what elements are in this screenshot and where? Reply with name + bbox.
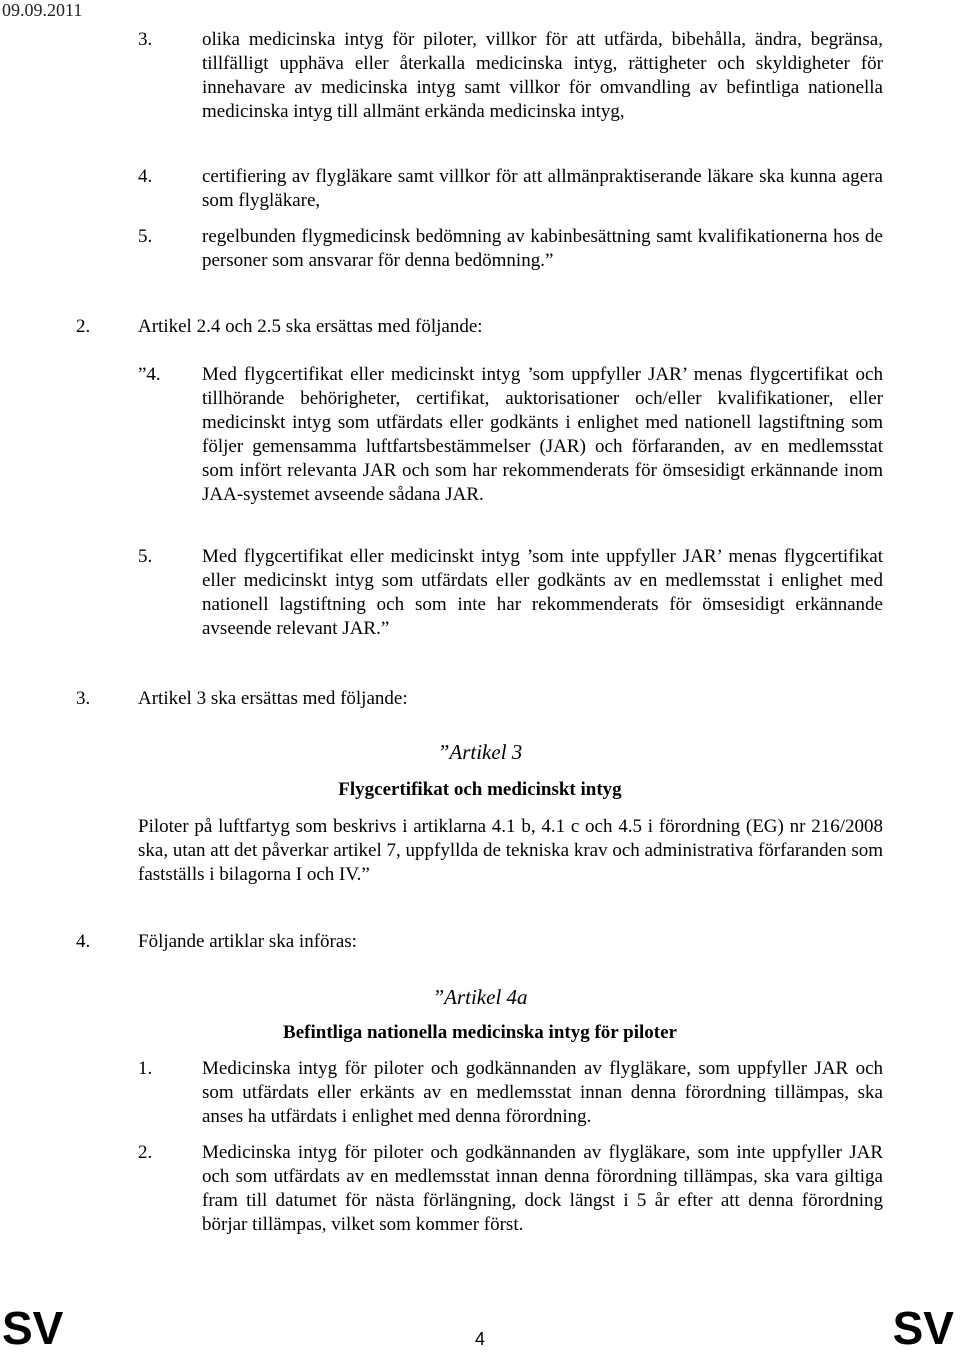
list-text: olika medicinska intyg för piloter, villkor för att utfärda, bibehålla, ändra, begränsa, tillfälligt upphäva eller återkalla medicinska intyg, rättigheter och skyldigheter för innehavare av medicinska intyg samt villkor för omvandling av befintliga nationella medicinska intyg till allmänt erkända medicinska intyg, bbox=[202, 29, 883, 122]
list-number: 3. bbox=[138, 29, 153, 50]
list-number: 4. bbox=[138, 166, 153, 187]
list-number: 5. bbox=[138, 546, 153, 567]
article-heading: ”Artikel 3 bbox=[437, 740, 523, 764]
list-text: certifiering av flygläkare samt villkor för att allmänpraktiserande läkare ska kunna agera som flygläkare, bbox=[202, 166, 883, 211]
list-number: 5. bbox=[138, 226, 153, 247]
article-body: Piloter på luftfartyg som beskrivs i artiklarna 4.1 b, 4.1 c och 4.5 i förordning (EG) nr 216/2008 ska, utan att det påverkar artikel 7, uppfyllda de tekniska krav och administrativa förfaranden som fastställs i bilagorna I och IV.” bbox=[138, 816, 883, 885]
section-number: 3. bbox=[76, 688, 91, 709]
list-text: Medicinska intyg för piloter och godkännanden av flygläkare, som uppfyller JAR och som utfärdats eller erkänts av en medlemsstat innan denna förordning tillämpas, ska anses ha utfärdats i enlighet med denna förordning. bbox=[202, 1058, 883, 1127]
list-text: Medicinska intyg för piloter och godkännanden av flygläkare, som inte uppfyller JAR och som utfärdats av en medlemsstat innan denna förordning tillämpas, ska vara giltiga fram till datumet för nästa förlängning, dock längst i 5 år efter att denna förordning börjar tillämpas, vilket som kommer först. bbox=[202, 1142, 883, 1235]
list-item bbox=[138, 225, 883, 273]
list-item bbox=[138, 363, 883, 507]
list-item bbox=[138, 1057, 883, 1129]
footer-language-right: SV bbox=[892, 1302, 954, 1354]
article-title: Flygcertifikat och medicinskt intyg bbox=[338, 779, 622, 800]
list-text: Med flygcertifikat eller medicinskt intyg ’som uppfyller JAR’ menas flygcertifikat och tillhörande behörigheter, certifikat, auktorisationer och/eller kvalifikationer, eller medicinskt intyg som utfärdats eller godkänts i enlighet med nationell lagstiftning som följer gemensamma luftfartsbestämmelser (JAR) och förfaranden, av en medlemsstat som infört relevanta JAR och som har rekommenderats för ömsesidigt erkännande inom JAA-systemet avseende sådana JAR. bbox=[202, 364, 883, 505]
section-text: Artikel 2.4 och 2.5 ska ersättas med följande: bbox=[138, 316, 483, 337]
list-number: 2. bbox=[138, 1142, 153, 1163]
section-heading bbox=[76, 930, 883, 954]
document-date: 09.09.2011 bbox=[2, 0, 83, 20]
page-number: 4 bbox=[474, 1329, 485, 1349]
list-item bbox=[138, 1141, 883, 1237]
list-text: regelbunden flygmedicinsk bedömning av kabinbesättning samt kvalifikationerna hos de personer som ansvarar för denna bedömning.” bbox=[202, 226, 883, 271]
list-number: 1. bbox=[138, 1058, 153, 1079]
section-text: Artikel 3 ska ersättas med följande: bbox=[138, 688, 408, 709]
list-item bbox=[138, 165, 883, 213]
article-heading: ”Artikel 4a bbox=[432, 985, 528, 1009]
list-text: Med flygcertifikat eller medicinskt intyg ’som inte uppfyller JAR’ menas flygcertifikat eller medicinskt intyg som utfärdats eller godkänts av en medlemsstat i enlighet med nationell lagstiftning och som inte har rekommenderats för ömsesidigt erkännande avseende relevant JAR.” bbox=[202, 546, 883, 639]
section-heading bbox=[76, 687, 883, 711]
list-item bbox=[138, 28, 883, 124]
list-number: ”4. bbox=[138, 364, 161, 385]
footer-language-left: SV bbox=[2, 1302, 64, 1354]
list-item bbox=[138, 545, 883, 641]
article-title: Befintliga nationella medicinska intyg för piloter bbox=[283, 1022, 677, 1043]
section-number: 4. bbox=[76, 931, 91, 952]
section-text: Följande artiklar ska införas: bbox=[138, 931, 357, 952]
section-heading bbox=[76, 315, 883, 339]
section-number: 2. bbox=[76, 316, 91, 337]
